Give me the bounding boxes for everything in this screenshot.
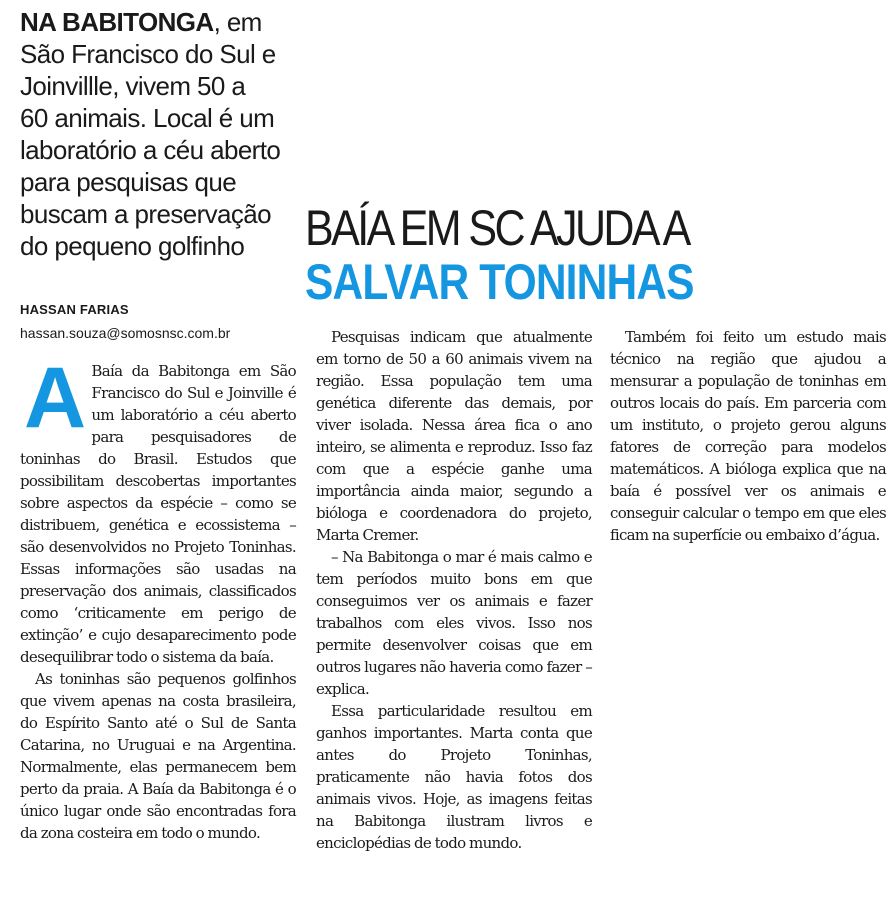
body-paragraph: Pesquisas indicam que atualmente em torno de 50 a 60 animais vivem na região. Essa população tem uma genética diferente das demais, por viver isolada. Nessa área fica o ano inteiro, se alimenta e reproduz. Isso faz com que a espécie ganhe uma importância ainda maior, segundo a bióloga e coordenadora do projeto, Marta Cremer. bbox=[316, 328, 592, 544]
deck-line: buscam a preservação bbox=[20, 199, 272, 229]
deck-line: São Francisco do Sul e bbox=[20, 39, 276, 69]
paragraph-text: Baía da Babitonga em São Francisco do Sul e Joinville é um laboratório a céu aberto para pesquisadores de toninhas do Brasil. Estudos que possibilitam descobertas importantes sobre aspectos da espécie – como se distribuem, genética e ecossistema – são desenvolvidos no Projeto Toninhas. Essas informações são usadas na preservação dos animais, classificados como ‘criticamente em perigo de extinção’ e cujo desaparecimento pode desequilibrar todo o sistema da baía. bbox=[20, 362, 296, 666]
body-column-2 bbox=[316, 326, 592, 854]
byline-author: HASSAN FARIAS bbox=[20, 302, 129, 317]
headline-line-2: SALVAR TONINHAS bbox=[305, 254, 694, 310]
body-paragraph: Também foi feito um estudo mais técnico na região que ajudou a mensurar a população de toninhas em outros locais do país. Em parceria com um instituto, o projeto gerou alguns fatores de correção para modelos matemáticos. A bióloga explica que na baía é possível ver os animais e conseguir calcular o tempo em que eles ficam na superfície ou embaixo d’água. bbox=[610, 328, 886, 544]
article-headline bbox=[305, 200, 885, 308]
deck-line: laboratório a céu aberto bbox=[20, 135, 281, 165]
deck-lead-bold: NA BABITONGA bbox=[20, 7, 214, 37]
deck-line: para pesquisas que bbox=[20, 167, 237, 197]
deck-line bbox=[20, 6, 300, 38]
article-deck bbox=[20, 6, 300, 262]
body-paragraph: As toninhas são pequenos golfinhos que vivem apenas na costa brasileira, do Espírito Santo até o Sul de Santa Catarina, no Uruguai e na Argentina. Normalmente, elas permanecem bem perto da praia. A Baía da Babitonga é o único lugar onde são encontradas fora da zona costeira em todo o mundo. bbox=[20, 670, 296, 842]
byline-email: hassan.souza@somosnsc.com.br bbox=[20, 325, 231, 341]
headline-line-1: BAÍA EM SC AJUDA A bbox=[305, 200, 689, 256]
drop-cap: A bbox=[24, 350, 86, 446]
body-column-3 bbox=[610, 326, 886, 546]
deck-line: 60 animais. Local é um bbox=[20, 103, 275, 133]
body-column-1 bbox=[20, 350, 296, 844]
deck-line: do pequeno golfinho bbox=[20, 231, 245, 261]
deck-line: Joinvillle, vivem 50 a bbox=[20, 71, 246, 101]
body-paragraph bbox=[20, 350, 296, 668]
body-paragraph: Essa particularidade resultou em ganhos importantes. Marta conta que antes do Projeto Toninhas, praticamente não havia fotos dos animais vivos. Hoje, as imagens feitas na Babitonga ilustram livros e enciclopédias de todo mundo. bbox=[316, 702, 592, 852]
deck-lead-rest: , em bbox=[213, 7, 262, 37]
body-paragraph: – Na Babitonga o mar é mais calmo e tem períodos muito bons em que conseguimos ver os animais e fazer trabalhos com eles vivos. Isso nos permite desenvolver coisas que em outros lugares não haveria como fazer – explica. bbox=[316, 548, 592, 698]
